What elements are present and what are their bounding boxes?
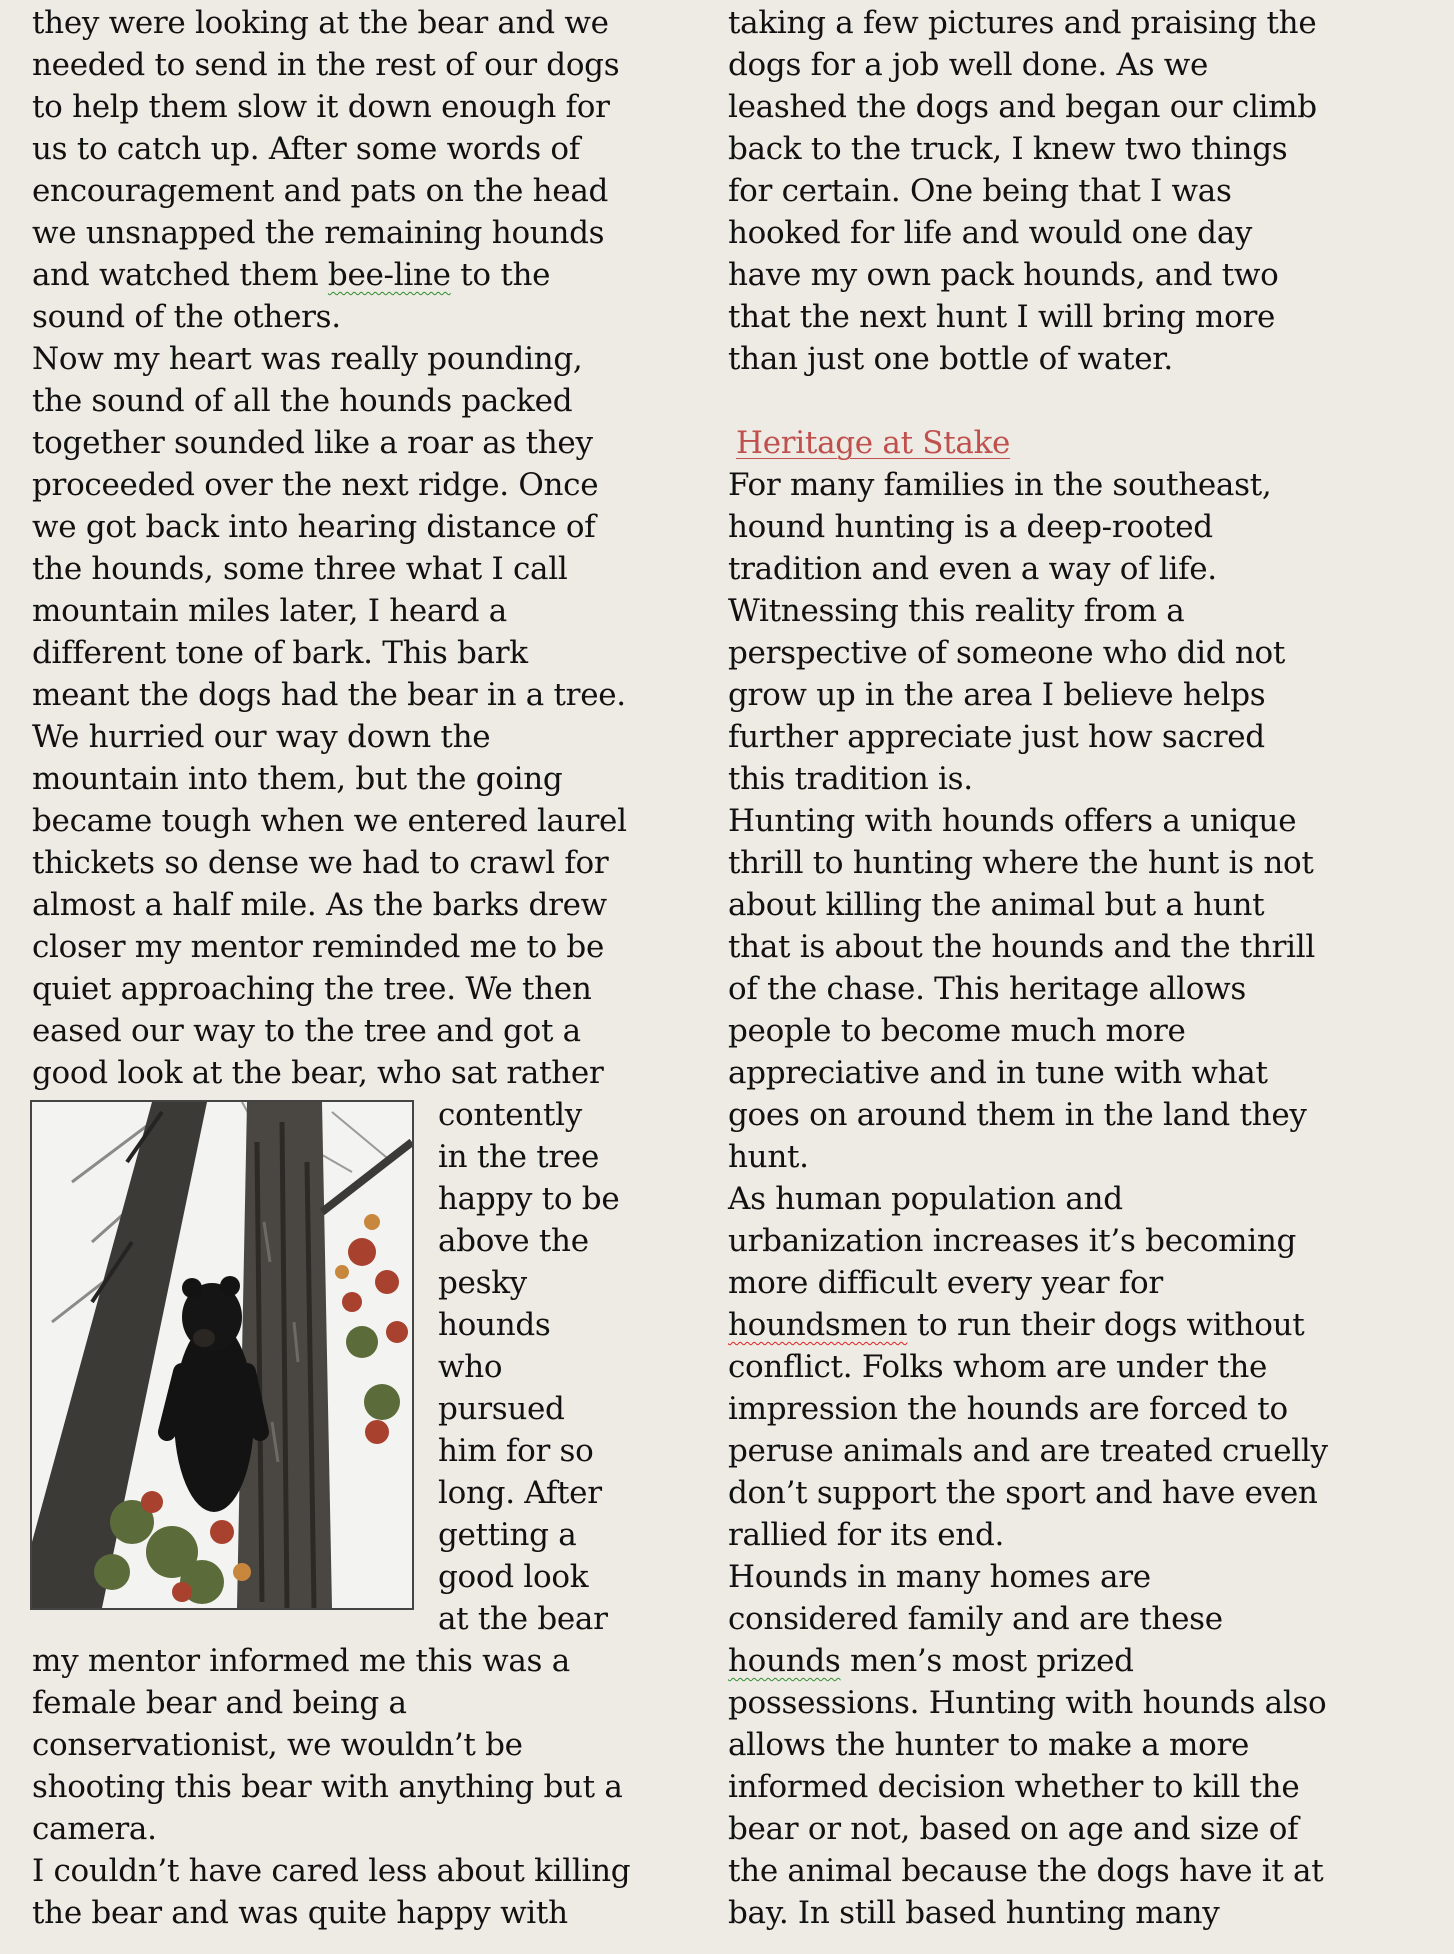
text-line: of the chase. This heritage allows: [728, 971, 1246, 1007]
text-line: people to become much more: [728, 1013, 1186, 1049]
right-section2-lines: [728, 1346, 1428, 1640]
text-line: informed decision whether to kill the: [728, 1769, 1300, 1805]
text-line: together sounded like a roar as they: [32, 425, 593, 461]
left-bottom-lines: [32, 1640, 632, 1934]
text-line: thickets so dense we had to crawl for: [32, 845, 609, 881]
bear-in-tree-photo[interactable]: [30, 1100, 414, 1610]
text-line: impression the hounds are forced to: [728, 1391, 1288, 1427]
text-line: taking a few pictures and praising the: [728, 5, 1317, 41]
text-line: perspective of someone who did not: [728, 635, 1286, 671]
text-line: became tough when we entered laurel: [32, 803, 627, 839]
text-line: further appreciate just how sacred: [728, 719, 1265, 755]
text-line: we got back into hearing distance of: [32, 509, 596, 545]
text-line: appreciative and in tune with what: [728, 1055, 1268, 1091]
text-line: Witnessing this reality from a: [728, 593, 1185, 629]
text-line: thrill to hunting where the hunt is not: [728, 845, 1314, 881]
text-line: to help them slow it down enough for: [32, 89, 610, 125]
text-line: We hurried our way down the: [32, 719, 491, 755]
text-line: Now my heart was really pounding,: [32, 341, 583, 377]
text-line: proceeded over the next ridge. Once: [32, 467, 599, 503]
text-line: pesky: [438, 1265, 527, 1301]
text-line: back to the truck, I knew two things: [728, 131, 1288, 167]
text-line: urbanization increases it’s becoming: [728, 1223, 1297, 1259]
left-top-lines: [32, 2, 632, 254]
text-line: mountain into them, but the going: [32, 761, 563, 797]
text-line: the bear and was quite happy with: [32, 1895, 568, 1931]
text-line: I couldn’t have cared less about killing: [32, 1853, 631, 1889]
text-line: they were looking at the bear and we: [32, 5, 609, 41]
blank-line: [728, 380, 1428, 422]
text-line: goes on around them in the land they: [728, 1097, 1307, 1133]
text-line: don’t support the sport and have even: [728, 1475, 1318, 1511]
text-line: the hounds, some three what I call: [32, 551, 568, 587]
text-line: and watched them bee-line to the: [32, 257, 551, 293]
text-line: the sound of all the hounds packed: [32, 383, 573, 419]
text-line: different tone of bark. This bark: [32, 635, 528, 671]
text-line: eased our way to the tree and got a: [32, 1013, 581, 1049]
text-line: for certain. One being that I was: [728, 173, 1232, 209]
right-section-lines: [728, 464, 1428, 1304]
text-line: the animal because the dogs have it at: [728, 1853, 1324, 1889]
grammar-flagged-word[interactable]: hounds: [728, 1643, 841, 1679]
photo-wrap-lines: [438, 1094, 619, 1640]
bear-photo-illustration: [32, 1102, 412, 1608]
text-line: good look: [438, 1559, 589, 1595]
text-line: above the: [438, 1223, 589, 1259]
text-line: hound hunting is a deep-rooted: [728, 509, 1213, 545]
text-line: quiet approaching the tree. We then: [32, 971, 592, 1007]
text-line: contently: [438, 1097, 582, 1133]
text-line: this tradition is.: [728, 761, 973, 797]
text-line: grow up in the area I believe helps: [728, 677, 1266, 713]
text-line: than just one bottle of water.: [728, 341, 1173, 377]
text-line: good look at the bear, who sat rather: [32, 1055, 604, 1091]
text-line: considered family and are these: [728, 1601, 1223, 1637]
text-line: in the tree: [438, 1139, 600, 1175]
text-line: leashed the dogs and began our climb: [728, 89, 1317, 125]
text-line: getting a: [438, 1517, 577, 1553]
text-line: needed to send in the rest of our dogs: [32, 47, 620, 83]
text-line: pursued: [438, 1391, 565, 1427]
text-line: As human population and: [728, 1181, 1123, 1217]
text-line: peruse animals and are treated cruelly: [728, 1433, 1328, 1469]
right-top-lines: [728, 2, 1428, 380]
text-line: him for so: [438, 1433, 594, 1469]
text-line: conflict. Folks whom are under the: [728, 1349, 1268, 1385]
text-line: hounds men’s most prized: [728, 1643, 1134, 1679]
text-line: mountain miles later, I heard a: [32, 593, 507, 629]
text-line: tradition and even a way of life.: [728, 551, 1217, 587]
text-line: my mentor informed me this was a: [32, 1643, 570, 1679]
text-line: bear or not, based on age and size of: [728, 1811, 1299, 1847]
text-line: allows the hunter to make a more: [728, 1727, 1250, 1763]
text-line: happy to be: [438, 1181, 620, 1217]
text-line: rallied for its end.: [728, 1517, 1005, 1553]
text-line: long. After: [438, 1475, 602, 1511]
text-line: female bear and being a: [32, 1685, 407, 1721]
text-line: sound of the others.: [32, 299, 341, 335]
grammar-flagged-word[interactable]: bee-line: [327, 257, 451, 293]
text-line: almost a half mile. As the barks drew: [32, 887, 607, 923]
section-heading-line: [728, 422, 1428, 464]
spelling-flagged-word[interactable]: houndsmen: [728, 1307, 908, 1343]
left-mid-lines: [32, 296, 632, 1094]
text-line: have my own pack hounds, and two: [728, 257, 1279, 293]
section-heading: Heritage at Stake: [736, 425, 1011, 461]
photo-wrap-block: [32, 1094, 632, 1640]
text-line: encouragement and pats on the head: [32, 173, 609, 209]
text-line: we unsnapped the remaining hounds: [32, 215, 605, 251]
text-line: that the next hunt I will bring more: [728, 299, 1276, 335]
text-line: hounds: [438, 1307, 551, 1343]
text-line: us to catch up. After some words of: [32, 131, 580, 167]
text-line: at the bear: [438, 1601, 608, 1637]
text-line: houndsmen to run their dogs without: [728, 1307, 1305, 1343]
text-line: meant the dogs had the bear in a tree.: [32, 677, 626, 713]
text-line: shooting this bear with anything but a: [32, 1769, 623, 1805]
text-line: closer my mentor reminded me to be: [32, 929, 605, 965]
text-line: more difficult every year for: [728, 1265, 1163, 1301]
right-column: [728, 2, 1428, 1934]
text-line: dogs for a job well done. As we: [728, 47, 1209, 83]
text-line: For many families in the southeast,: [728, 467, 1272, 503]
text-line: Hounds in many homes are: [728, 1559, 1151, 1595]
text-line: bay. In still based hunting many: [728, 1895, 1220, 1931]
text-line: conservationist, we wouldn’t be: [32, 1727, 523, 1763]
text-line: about killing the animal but a hunt: [728, 887, 1265, 923]
text-line: Hunting with hounds offers a unique: [728, 803, 1297, 839]
text-line: who: [438, 1349, 503, 1385]
text-line: hooked for life and would one day: [728, 215, 1253, 251]
text-line: that is about the hounds and the thrill: [728, 929, 1316, 965]
right-bottom-lines: [728, 1682, 1428, 1934]
text-line: hunt.: [728, 1139, 809, 1175]
left-column: [32, 2, 632, 1934]
text-line: camera.: [32, 1811, 157, 1847]
text-line: possessions. Hunting with hounds also: [728, 1685, 1327, 1721]
